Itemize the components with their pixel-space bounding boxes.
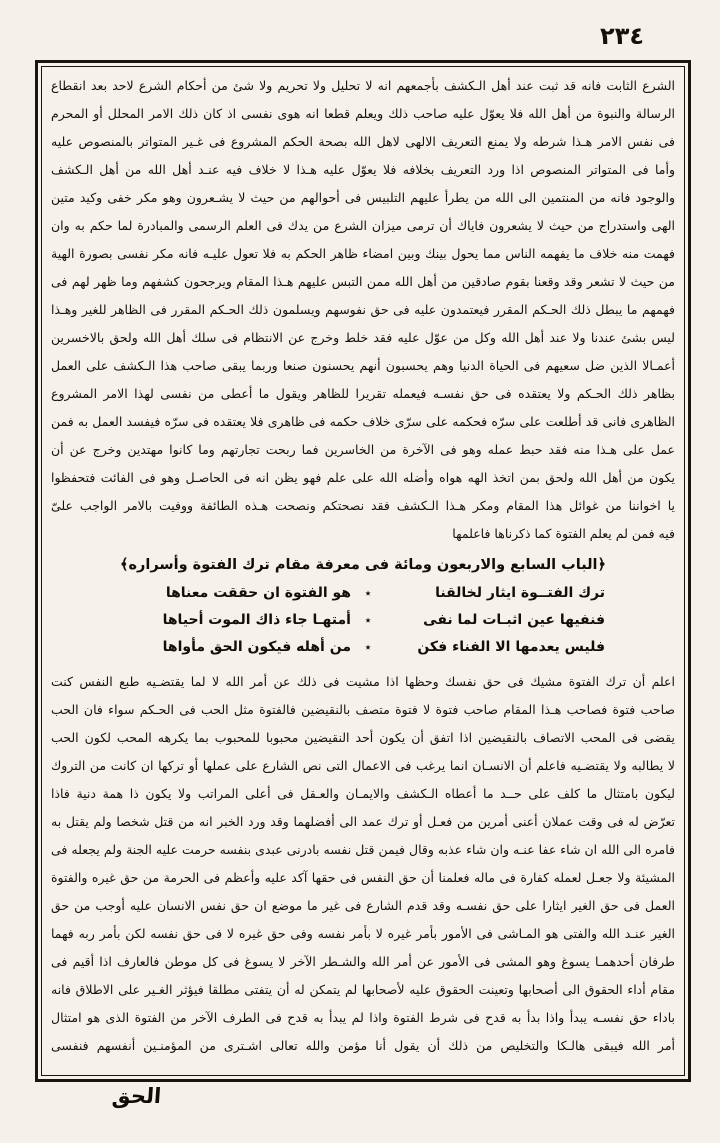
verse-hemistich-first: فليس يعدمها الا الفناء فكن (417, 639, 605, 655)
text-line: عمل على هـذا منه فقد حبط عمله وهو فى الآخرة من الخاسرين فما ربحت تجارتهم وما كانوا مهتدين وخرج عن أن (51, 442, 675, 457)
text-line: يكون من أهل الله ولحق بمن اتخذ الهه هواه وأضله الله على علم فهو يظن انه فى الحاصـل وهو فى الفائت فتحفظوا (51, 470, 675, 485)
page-number: ٢٣٤ (600, 22, 644, 50)
verse-line (51, 634, 675, 661)
text-line: يا اخواننا من غوائل هذا المقام ومكر هـذا الـكشف فقد نصحتكم ونصحت هـذه الطائفة ووفيت بالامر الواجب علىّ (51, 498, 675, 513)
text-line: فهمت منه خلاف ما يفهمه الناس مما يحول بينك وبين امضاء ظاهر الحكم به فلا تعول عليـه فانه مكر نفسى بصورة الهية (51, 246, 675, 261)
text-line: أعمـالا الذين ضل سعيهم فى الحياة الدنيا وهم يحسبون أنهم يحسنون صنعا وربما يبقى صاحب هذا الـكشف على العمل (51, 358, 675, 373)
text-line: بظاهر ذلك الحـكم ولا يعتقده فى حق نفسـه فيعمله تقريرا للظاهر ويقول ما أعطى من نفسى لهذا الامر المشروع (51, 386, 675, 401)
text-line: باداء حق نفسـه يبدأ واذا بدأ به قدح فى شرط الفتوة واذا لم يبدأ به قدح فى الطرف الآخر من الفتوة الذى هو امتثال (51, 1010, 675, 1025)
text-line: فهمهم ما يبطل ذلك الحـكم المقرر فيعتمدون عليه فى حق نفوسهم ويسلمون ذلك الحـكم المقرر فى الظاهر للغير وهـذا (51, 302, 675, 317)
text-line: اعلم أن ترك الفتوة مشيك فى حق نفسك وحظها اذا مشيت فى ذلك عن أمر الله لا لما يقتضـيه طبع النفس كنت (51, 674, 675, 689)
text-line: الشرع الثابت فانه قد ثبت عند أهل الـكشف بأجمعهم انه لا تحليل ولا تحريم ولا شئ من أحكام الشرع لاحد بعد انقطاع (51, 78, 675, 93)
body-text-top (51, 72, 675, 548)
text-line: والوجود فانه من المنتمين الى الله من يطرأ عليهم التلبيس فى أحوالهم من حيث لا يشـعرون وهو مكر خفى وكيد متين (51, 190, 675, 205)
verse-line (51, 607, 675, 634)
catchword: الحق (111, 1084, 162, 1108)
chapter-heading: ﴿الباب السابع والاربعون ومائة فى معرفة مقام ترك الفتوة وأسراره﴾ (119, 557, 607, 573)
verse-hemistich-first: ترك الفتــوة ايثار لخالقنا (435, 585, 605, 601)
page-frame-inner (41, 66, 685, 1076)
text-line: لا يطالبه ولا يقتضـيه فاعلم أن الانسـان انما يرغب فى الاعمال التى نص الشارع على عملها أو تركها ان كانت من التروك (51, 758, 675, 773)
text-line: العمل فى حق الغير ايثارا على حق نفسـه وقد قدم الشارع فى غير ما موضع ان حق نفس الانسان عليه أوجب من حق (51, 898, 675, 913)
verse-hemistich-first: فنفيها عين اثبـات لما نفى (423, 612, 605, 628)
verse-hemistich-second: هو الفتوة ان حققت معناها (165, 585, 351, 601)
text-line: فامره الى الله ان شاء عفا عنـه وان شاء عذبه وقال فيمن قتل نفسه بادرنى عبدى بنفسه حرمت عليه الجنة ولم يجعله فى (51, 842, 675, 857)
text-line: صاحب فتوة فصاحب هـذا المقام صاحب فتوة لا فتوة متصف بالنقيضين فالفتوة مثل الحب فى الحـكم سواء فان الحب (51, 702, 675, 717)
text-line: يقضى فى المحب الاتصاف بالنقيضين اذا اتفق أن يكون أحد النقيضين محبوبا للمحبوب بما يكرهه المحب لكون الحب (51, 730, 675, 745)
verse-line (51, 580, 675, 607)
text-line: وأما فى المتواتر المنصوص اذا ورد التعريف بخلافه فلا يعوّل عليه هـذا لا خلاف فيه عنـد أهل الله من أهل الـكشف (51, 162, 675, 177)
verse-hemistich-second: من أهله فيكون الحق مأواها (162, 639, 351, 655)
verse-separator-icon: ٭ (364, 586, 372, 600)
text-line: تعرّض له فى وقت عملان أعنى أمرين من فعـل أو ترك عمد الى أفضلهما وقد ورد الخبر انه من قتل شخصا ولم يقتل به (51, 814, 675, 829)
page-frame-outer (35, 60, 691, 1082)
text-line: الغير عنـد الله والفتى هو المـاشى فى الأمور بأمر غيره لا بأمر نفسه وفى حق غيره لا فى حق نفسه لكن بأمر ربه فهما (51, 926, 675, 941)
text-line: أمر الله فيبقى هالـكا والتخليص من ذلك أن يقول أنا مؤمن والله تعالى اشـترى من المؤمنـين أنفسهم فنفسى (51, 1038, 675, 1053)
text-line: ليس بشئ عندنا ولا عند أهل الله وكل من عوّل عليه فقد خلط وخرج عن الانتظام فى سلك أهل الله ولحق بالاخسرين (51, 330, 675, 345)
verse-hemistich-second: أمتهـا جاء ذاك الموت أحياها (162, 612, 351, 628)
body-text-bottom (51, 668, 675, 1060)
text-line: مقام أداء الحقوق الى أصحابها وتعينت الحقوق عليه لأصحابها لم يتمكن له أن يتفتى مطلقا فيؤثر الغـير على الاطلاق فانه (51, 982, 675, 997)
text-line: فى نفس الامر هـذا شرطه ولا يمنع التعريف الالهى لاهل الله بصحة الحكم المشروع فى غـير المتواتر بالمنصوص عليه (51, 134, 675, 149)
text-line: ليكون بامتثال ما كلف على حــد ما أعطاه الـكشف والايمـان والعـقل فى أعلى المراتب ولا يكون ذا همة دنية فاذا (51, 786, 675, 801)
verse-separator-icon: ٭ (364, 613, 372, 627)
text-line: طرفان أحدهمـا يسوغ وهو المشى فى الأمور عن أمر الله والشـطر الآخر لا يسوغ فى كل موطن فالعارف اذا أقيم فى (51, 954, 675, 969)
text-line: المشيئة ولا جعـل لعمله كفارة فى ماله فعلمنا أن حق النفس فى حقها آكد عليه وأعظم فى الحرمة من حق غيره والفتوة (51, 870, 675, 885)
text-line: الظاهرى فانى قد أطلعت على سرّه فحكمه على سرّى خلاف حكمه فى ظاهرى فلا يعتقده فى سرّه فيفسد العمل به فمن (51, 414, 675, 429)
text-line: فيه فمن لم يعلم الفتوة كما ذكرناها فاعلمها (452, 526, 675, 541)
verse-separator-icon: ٭ (364, 640, 372, 654)
text-line: الرسالة والنبوة من أهل الله فلا يعوّل عليه صاحب ذلك ويعلم قطعا انه هوى نفسى اذ كان ذلك الامر المحلل أو المحرم (51, 106, 675, 121)
text-line: الهى واستدراج من حيث لا يشعرون فاياك أن ترمى ميزان الشرع من يدك فى العلم الرسمى والمبادرة لما حكم به وان (51, 218, 675, 233)
text-line: من حيث لا تشعر وقد وقعنا بقوم صادقين من أهل الله ممن التبس عليهم هـذا المقام ويرجحون كشفهم وما ظهر لهم فى (51, 274, 675, 289)
